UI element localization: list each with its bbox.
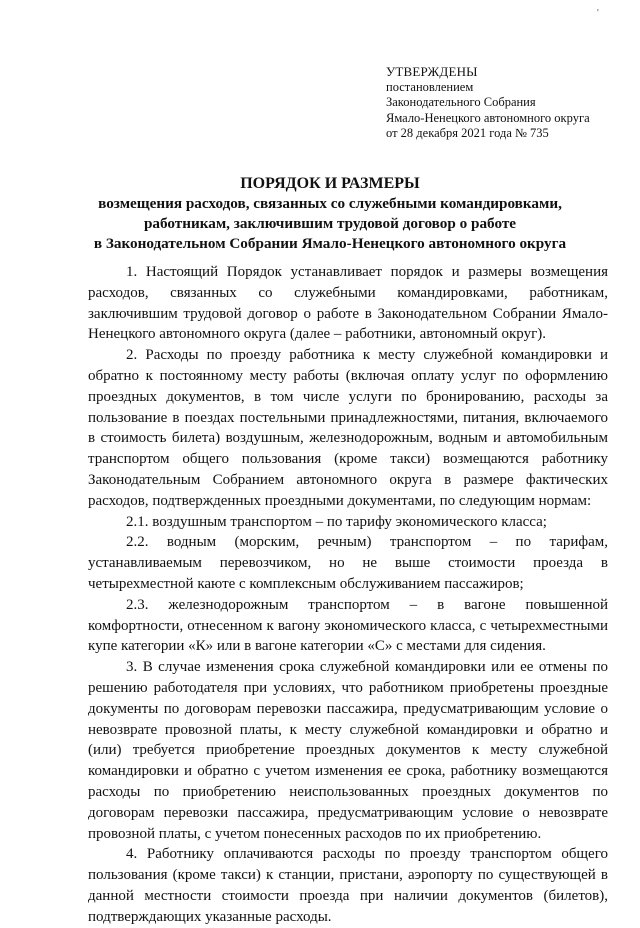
paragraph: 4. Работнику оплачиваются расходы по проезду транспортом общего пользования (кроме такси) к станции, пристани, аэропорту по существующей в данной местности стоимости проезда при наличии документов (билетов), подтверждающих указанные расходы. — [88, 846, 608, 925]
document-title — [60, 174, 600, 254]
title-main: ПОРЯДОК И РАЗМЕРЫ — [240, 175, 420, 192]
paragraph: 2. Расходы по проезду работника к месту служебной командировки и обратно к постоянному месту работы (включая оплату услуг по оформлению проездных документов, в том числе услуги по бронированию, расходы за пользование в поездах постельными принадлежностями, питания, включаемого в стоимость билета) воздушным, железнодорожным, водным и автомобильным транспортом общего пользования (кроме такси) возмещаются работнику Законодательным Собранием автономного округа в размере фактических расходов, подтвержденных проездными документами, по следующим нормам: — [88, 347, 608, 509]
paragraph: 1. Настоящий Порядок устанавливает порядок и размеры возмещения расходов, связанных со служебными командировками, работникам, заключившим трудовой договор о работе в Законодательном Собрании Ямало-Ненецкого автономного округа (далее – работники, автономный округ). — [88, 264, 608, 343]
approval-line: постановлением — [386, 79, 474, 94]
document-body — [88, 262, 608, 928]
paragraph: 3. В случае изменения срока служебной командировки или ее отмены по решению работодателя при условиях, что работником приобретены проездные документы по договорам перевозки пассажира, предусматривающим условие о невозврате провозной платы, к месту служебной командировки и обратно и (или) требуется приобретение проездных документов к месту служебной командировки и обратно с учетом изменения ее срока, работнику возмещаются расходы по приобретению неиспользованных проездных документов по договорам перевозки пассажира, предусматривающим условие о невозврате провозной платы, с учетом понесенных расходов по их приобретению. — [88, 659, 608, 842]
approval-line: Ямало-Ненецкого автономного округа — [386, 110, 590, 125]
title-sub-line: в Законодательном Собрании Ямало-Ненецкого автономного округа — [93, 235, 567, 252]
paragraph: 2.1. воздушным транспортом – по тарифу экономического класса; — [126, 513, 547, 530]
paragraph: 2.3. железнодорожным транспортом – в вагоне повышенной комфортности, отнесенном к вагону экономического класса, с четырехместными купе категории «К» или в вагоне категории «С» с местами для сидения. — [88, 596, 608, 655]
approval-heading: УТВЕРЖДЕНЫ — [386, 64, 478, 79]
corner-mark: ' — [597, 8, 599, 19]
title-sub-line: работникам, заключившим трудовой договор о работе — [143, 215, 517, 232]
title-sub-line: возмещения расходов, связанных со служебными командировками, — [98, 195, 562, 212]
approval-line: от 28 декабря 2021 года № 735 — [386, 126, 549, 140]
approval-line: Законодательного Собрания — [386, 95, 536, 109]
paragraph: 2.2. водным (морским, речным) транспортом – по тарифам, устанавливаемым перевозчиком, но не выше стоимости проезда в четырехместной каюте с комплексным обслуживанием пассажиров; — [88, 534, 608, 592]
approval-stamp — [386, 64, 626, 142]
